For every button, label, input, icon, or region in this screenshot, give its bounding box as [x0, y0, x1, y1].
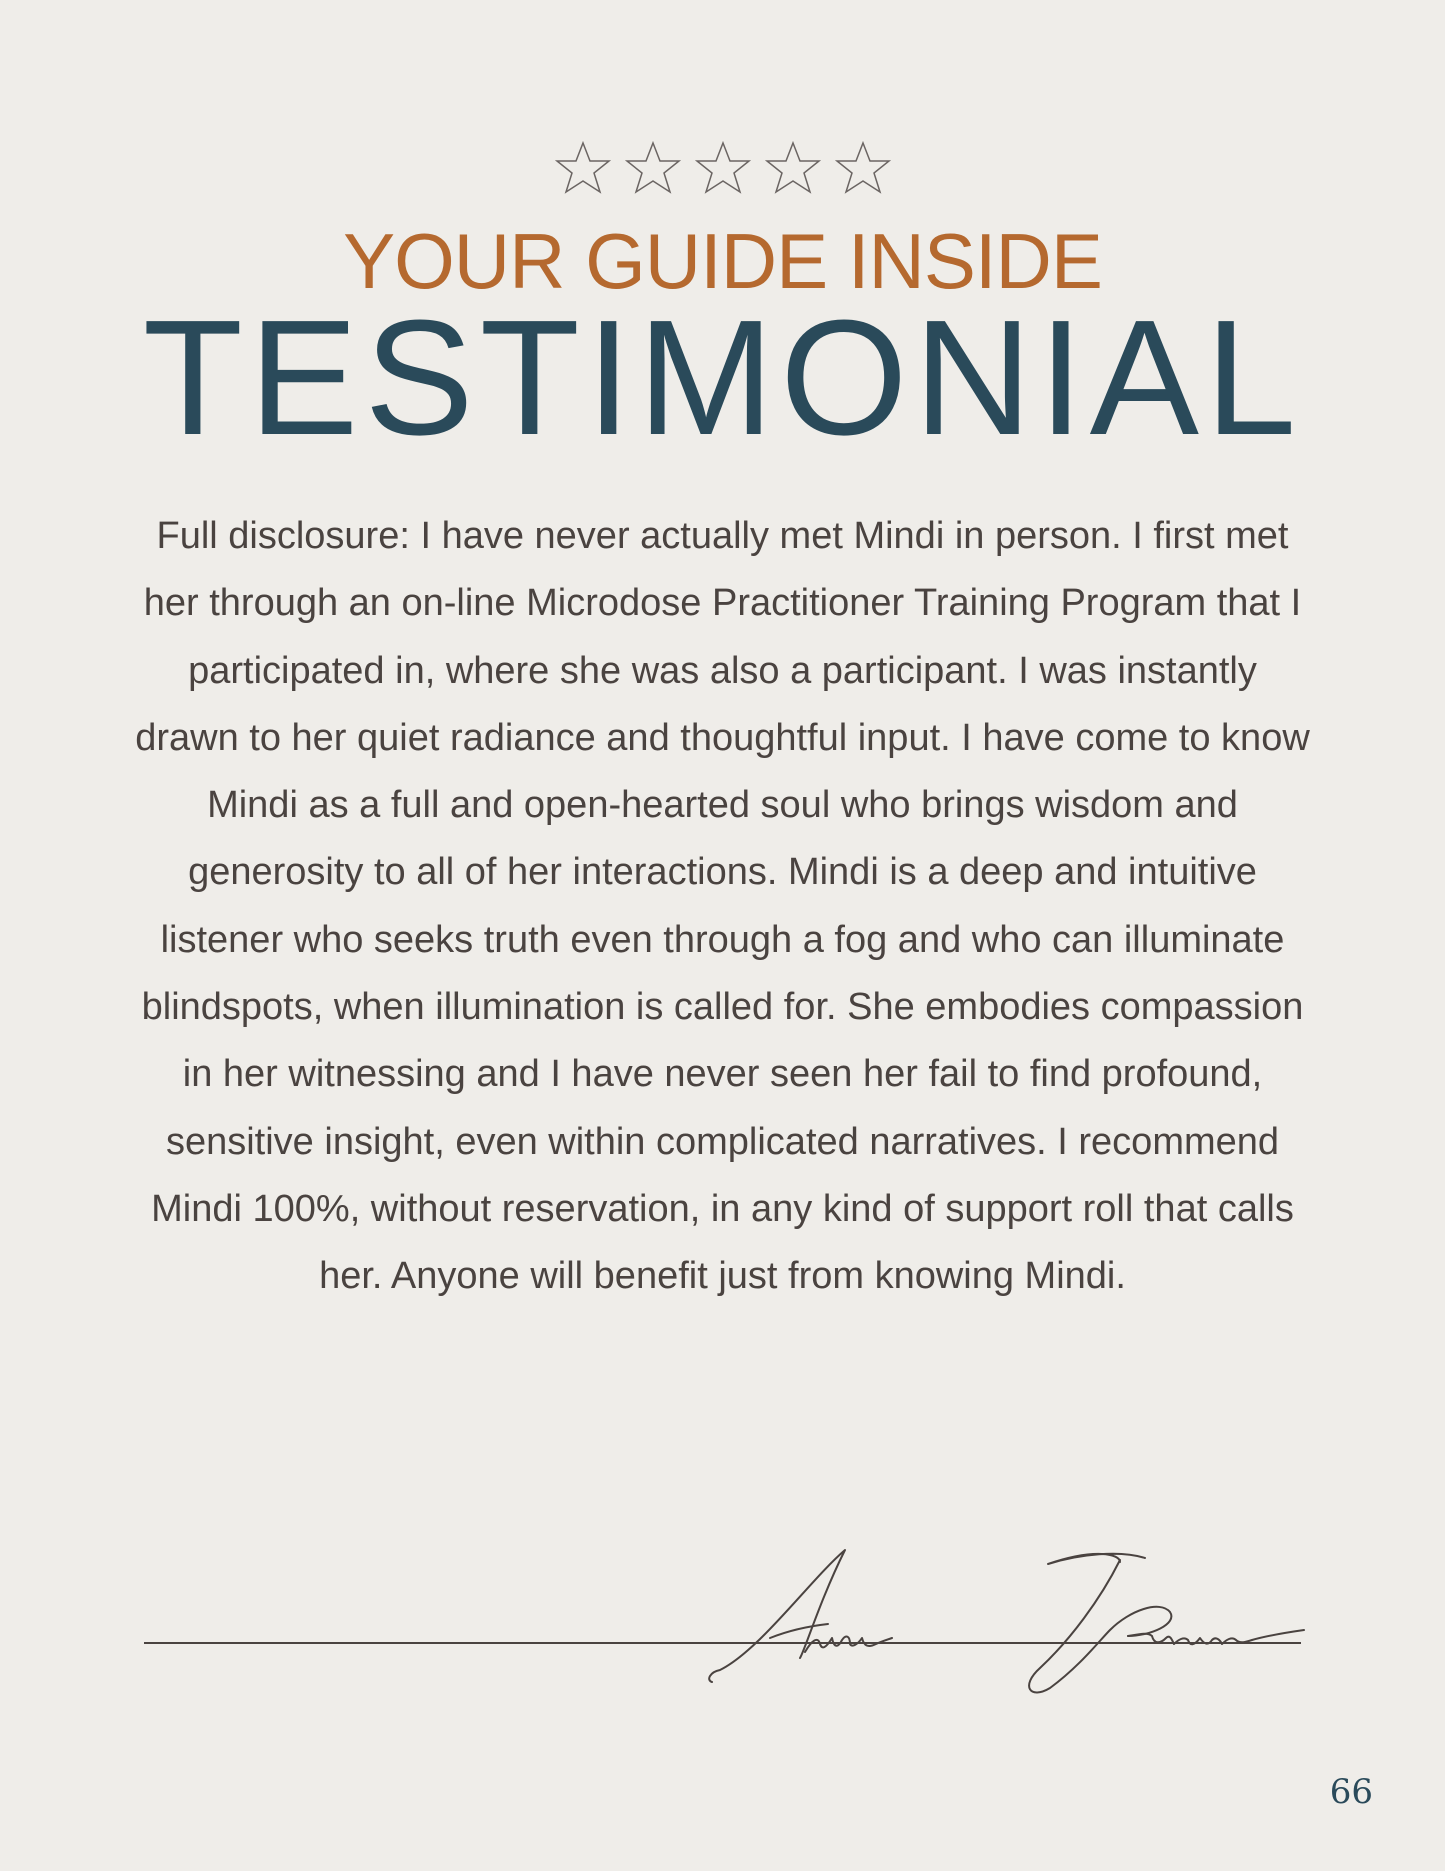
testimonial-text: Full disclosure: I have never actually met Mindi in person. I first met her through an on-line Microdose Practitioner Training Program that I participated in, where she was also a participant. I was instantly drawn to her quiet radiance and thoughtful input. I have come to know Mindi as a full and open-hearted soul who brings wisdom and generosity to all of her interactions. Mindi is a deep and intuitive listener who seeks truth even through a fog and who can illuminate blindspots, when illumination is called for. She embodies compassion in her witnessing and I have never seen her fail to find profound, sensitive insight, even within complicated narratives. I recommend Mindi 100%, without reservation, in any kind of support roll that calls her. Anyone will benefit just from knowing Mindi.	[135, 515, 1310, 1298]
page-title: TESTIMONIAL	[142, 286, 1303, 469]
section-kicker: YOUR GUIDE INSIDE	[343, 217, 1102, 305]
star-icon	[763, 140, 823, 196]
star-icon	[553, 140, 613, 196]
page-number: 66	[1329, 1772, 1373, 1812]
star-icon	[693, 140, 753, 196]
star-icon	[623, 140, 683, 196]
star-icon	[833, 140, 893, 196]
star-rating	[0, 140, 1445, 196]
signature-image	[700, 1540, 1310, 1700]
